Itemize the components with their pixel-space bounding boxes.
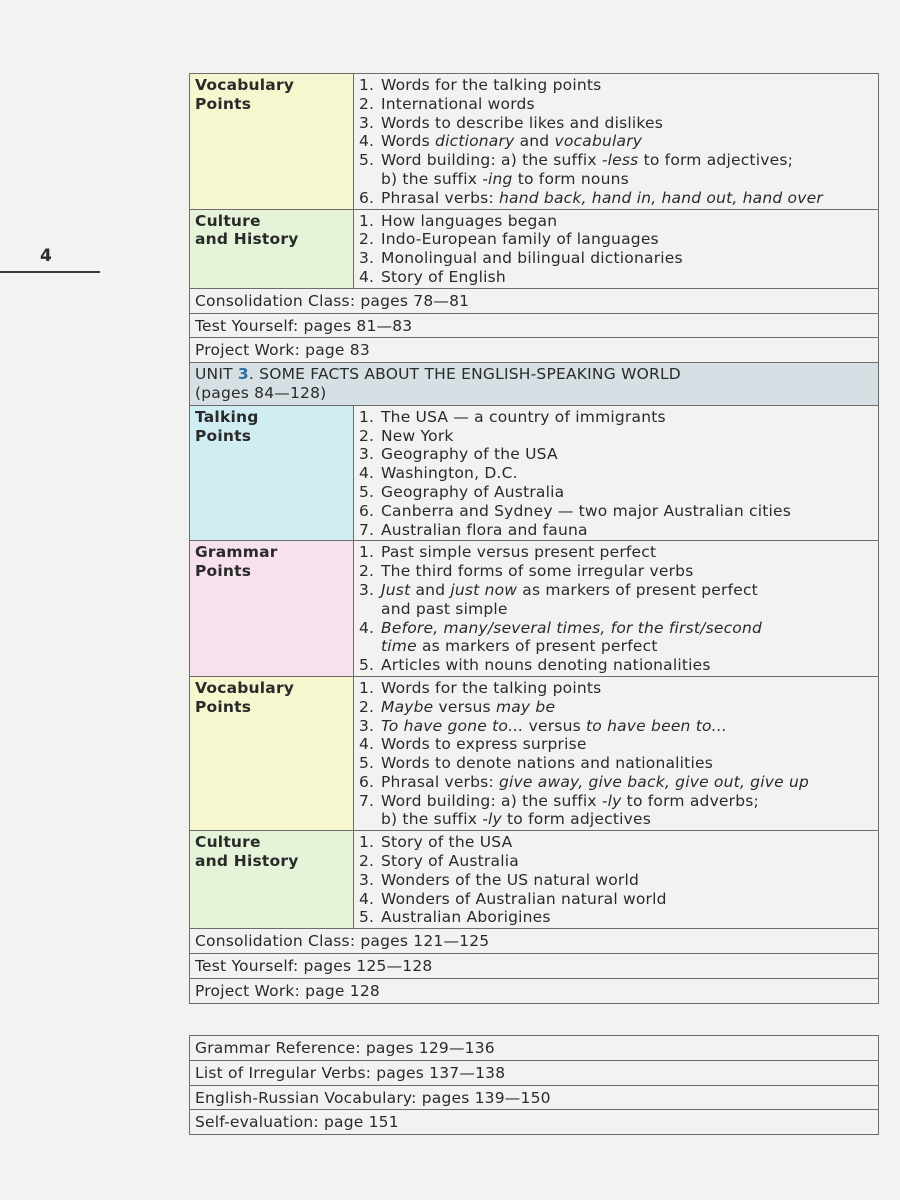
list-item [359, 230, 873, 249]
item-text: Story of Australia [381, 852, 519, 871]
unit-heading [190, 363, 879, 406]
item-text: Before, many/several times, for the first/second time as markers of present perfect [381, 618, 763, 656]
item-text: Past simple versus present perfect [381, 543, 657, 562]
section-row [190, 541, 879, 677]
list-item [359, 562, 873, 581]
consolidation-class: Consolidation Class: pages 121—125 [190, 929, 879, 954]
item-text: International words [381, 94, 535, 113]
list-item [359, 464, 873, 483]
section-row [190, 831, 879, 929]
item-text: Canberra and Sydney — two major Australian cities [381, 501, 792, 520]
item-number: 1. [359, 211, 375, 230]
item-text: Monolingual and bilingual dictionaries [381, 249, 683, 268]
item-text: The USA — a country of immigrants [381, 407, 666, 426]
section-label [190, 405, 354, 541]
item-text: Words to express surprise [381, 735, 587, 754]
item-number: 3. [359, 249, 375, 268]
section-label [190, 676, 354, 830]
items-list [359, 833, 873, 927]
section-items [354, 405, 879, 541]
items-list [359, 408, 873, 540]
item-text: New York [381, 426, 454, 445]
list-item [359, 679, 873, 698]
item-number: 2. [359, 230, 375, 249]
item-text: Words for the talking points [381, 678, 602, 697]
list-item [359, 754, 873, 773]
label-line: Vocabulary [195, 76, 295, 94]
item-text: Phrasal verbs: hand back, hand in, hand out, hand over [381, 188, 823, 207]
grammar-reference: Grammar Reference: pages 129—136 [190, 1036, 879, 1061]
item-text: Story of the USA [381, 833, 513, 852]
item-number: 5. [359, 482, 375, 501]
item-number: 2. [359, 426, 375, 445]
list-item [359, 698, 873, 717]
section-items [354, 209, 879, 288]
item-text: Maybe versus may be [381, 697, 556, 716]
self-evaluation: Self-evaluation: page 151 [190, 1110, 879, 1135]
item-number: 1. [359, 543, 375, 562]
label-line: Talking [195, 407, 259, 426]
list-item [359, 76, 873, 95]
item-text: Story of English [381, 267, 506, 286]
test-yourself: Test Yourself: pages 125—128 [190, 954, 879, 979]
list-item [359, 773, 873, 792]
section-row [190, 74, 879, 210]
label-line: Points [195, 697, 252, 716]
unit-pages: (pages 84—128) [195, 383, 327, 402]
list-item [359, 792, 873, 830]
list-item [359, 268, 873, 287]
item-number: 2. [359, 852, 375, 871]
list-item [359, 521, 873, 540]
item-number: 4. [359, 267, 375, 286]
item-text: Washington, D.C. [381, 464, 518, 483]
item-number: 4. [359, 132, 375, 151]
page-number: 4 [40, 246, 52, 266]
item-text: Geography of Australia [381, 482, 565, 501]
section-items [354, 831, 879, 929]
item-number: 1. [359, 407, 375, 426]
list-item [359, 717, 873, 736]
appendix-table [189, 1035, 879, 1135]
section-label [190, 541, 354, 677]
list-item [359, 833, 873, 852]
list-item [359, 871, 873, 890]
unit-title [195, 365, 873, 384]
list-item [359, 502, 873, 521]
items-list [359, 212, 873, 287]
contents-table [189, 73, 879, 1004]
list-item [359, 445, 873, 464]
page-number-rule [0, 271, 100, 273]
item-text: Phrasal verbs: give away, give back, give out, give up [381, 772, 810, 791]
item-text: Words for the talking points [381, 76, 602, 94]
item-number: 3. [359, 580, 375, 599]
items-list [359, 543, 873, 675]
list-item [359, 543, 873, 562]
list-item [359, 408, 873, 427]
english-russian-vocabulary: English-Russian Vocabulary: pages 139—150 [190, 1085, 879, 1110]
item-text: Words to describe likes and dislikes [381, 113, 664, 132]
item-number: 4. [359, 889, 375, 908]
item-text: Wonders of Australian natural world [381, 889, 667, 908]
item-number: 2. [359, 94, 375, 113]
item-number: 5. [359, 151, 375, 170]
list-item [359, 483, 873, 502]
item-text: Indo-European family of languages [381, 230, 659, 249]
list-item [359, 427, 873, 446]
section-label [190, 209, 354, 288]
item-text: The third forms of some irregular verbs [381, 562, 694, 581]
section-label [190, 831, 354, 929]
list-item [359, 581, 873, 619]
items-list [359, 76, 873, 208]
item-number: 3. [359, 870, 375, 889]
item-number: 4. [359, 618, 375, 637]
unit-prefix: UNIT [195, 365, 238, 384]
item-number: 6. [359, 772, 375, 791]
item-number: 4. [359, 464, 375, 483]
item-number: 1. [359, 833, 375, 852]
list-item [359, 95, 873, 114]
item-text: Articles with nouns denoting nationalities [381, 656, 711, 675]
list-item [359, 908, 873, 927]
list-item [359, 890, 873, 909]
item-number: 2. [359, 697, 375, 716]
item-text: Words dictionary and vocabulary [381, 132, 643, 151]
label-line: Culture [195, 833, 261, 852]
list-item [359, 249, 873, 268]
list-item [359, 735, 873, 754]
item-text: Australian flora and fauna [381, 520, 588, 539]
item-text: Australian Aborigines [381, 908, 551, 927]
section-row [190, 209, 879, 288]
section-items [354, 676, 879, 830]
section-label [190, 74, 354, 210]
list-item [359, 852, 873, 871]
list-item [359, 212, 873, 231]
item-text: Geography of the USA [381, 445, 558, 464]
consolidation-class: Consolidation Class: pages 78—81 [190, 288, 879, 313]
item-number: 1. [359, 76, 375, 94]
irregular-verbs-list: List of Irregular Verbs: pages 137—138 [190, 1060, 879, 1085]
items-list [359, 679, 873, 829]
item-text: Words to denote nations and nationalities [381, 754, 713, 773]
list-item [359, 132, 873, 151]
project-work: Project Work: page 83 [190, 338, 879, 363]
section-items [354, 541, 879, 677]
item-number: 4. [359, 735, 375, 754]
label-line: Grammar [195, 543, 278, 562]
label-line: Vocabulary [195, 678, 295, 697]
item-text: How languages began [381, 211, 558, 230]
item-number: 5. [359, 754, 375, 773]
label-line: and History [195, 230, 299, 249]
item-number: 6. [359, 188, 375, 207]
list-item [359, 114, 873, 133]
item-number: 2. [359, 562, 375, 581]
label-line: Points [195, 94, 252, 113]
item-number: 3. [359, 445, 375, 464]
item-number: 5. [359, 656, 375, 675]
item-text: To have gone to... versus to have been to... [381, 716, 728, 735]
unit-title-text: . SOME FACTS ABOUT THE ENGLISH-SPEAKING WORLD [248, 365, 681, 384]
list-item [359, 656, 873, 675]
item-number: 3. [359, 113, 375, 132]
label-line: Culture [195, 211, 261, 230]
item-number: 5. [359, 908, 375, 927]
item-text: Word building: a) the suffix -less to form adjectives; b) the suffix -ing to form nouns [381, 151, 794, 188]
item-number: 7. [359, 520, 375, 539]
label-line: Points [195, 562, 252, 581]
section-row [190, 405, 879, 541]
list-item [359, 151, 873, 189]
item-number: 1. [359, 678, 375, 697]
item-number: 6. [359, 501, 375, 520]
list-item [359, 619, 873, 657]
item-text: Word building: a) the suffix -ly to form adverbs; b) the suffix -ly to form adjectives [381, 791, 759, 829]
unit-number: 3 [237, 365, 249, 384]
item-number: 3. [359, 716, 375, 735]
list-item [359, 189, 873, 208]
test-yourself: Test Yourself: pages 81—83 [190, 313, 879, 338]
item-number: 7. [359, 791, 375, 810]
item-text: Wonders of the US natural world [381, 870, 640, 889]
section-row [190, 676, 879, 830]
label-line: and History [195, 852, 299, 871]
section-items [354, 74, 879, 210]
label-line: Points [195, 426, 252, 445]
item-text: Just and just now as markers of present perfect and past simple [381, 580, 758, 618]
project-work: Project Work: page 128 [190, 978, 879, 1003]
